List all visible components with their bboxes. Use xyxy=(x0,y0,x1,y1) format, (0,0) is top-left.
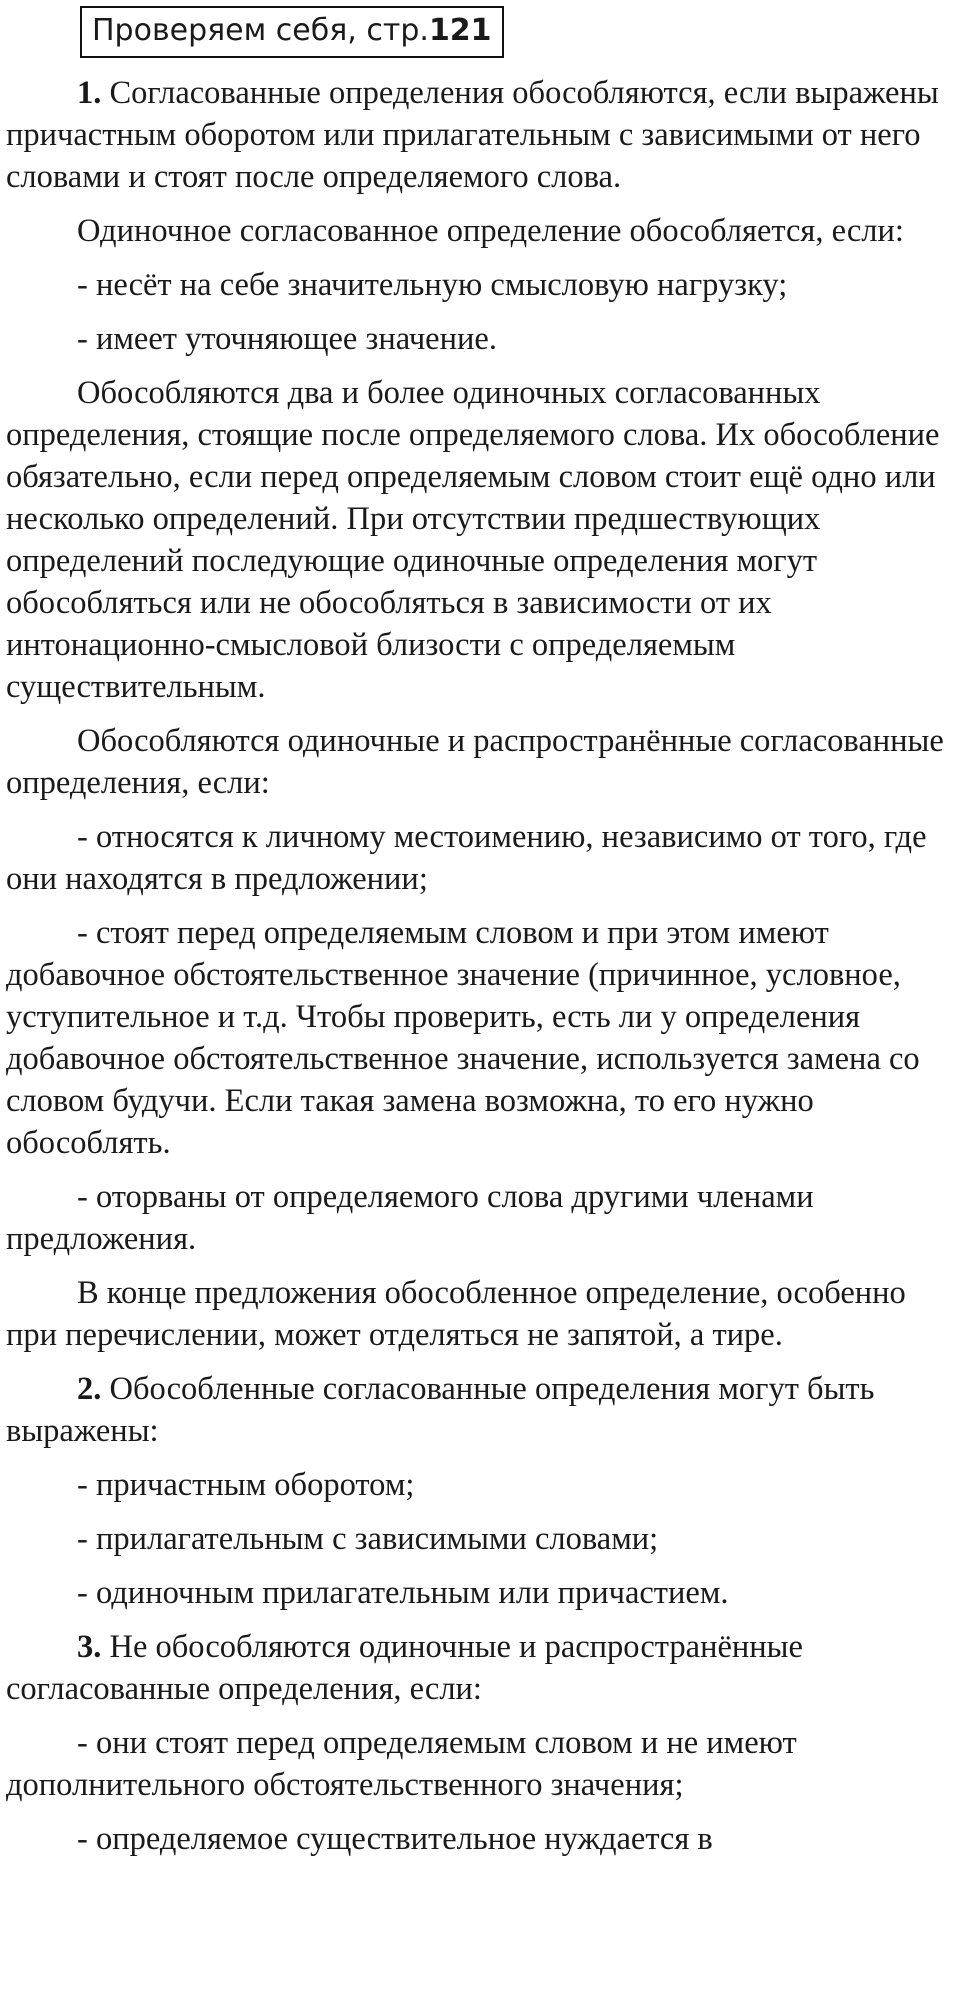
paragraph-text: В конце предложения обособленное определение, особенно при перечислении, может отделяться не запятой, а тире. xyxy=(6,1275,906,1353)
section-title-text: Проверяем себя, стр. xyxy=(92,13,429,48)
page-number: 121 xyxy=(428,13,492,48)
list-item xyxy=(6,1464,956,1506)
body-text xyxy=(6,72,956,1860)
paragraph-text: Одиночное согласованное определение обособляется, если: xyxy=(77,213,904,249)
paragraph-text: Обособляются одиночные и распространённые согласованные определения, если: xyxy=(6,723,944,801)
paragraph-text: - прилагательным с зависимыми словами; xyxy=(77,1521,659,1557)
paragraph-text: Не обособляются одиночные и распространённые согласованные определения, если: xyxy=(6,1629,803,1707)
item-number: 3. xyxy=(77,1629,102,1665)
paragraph-text: Обособляются два и более одиночных согласованных определения, стоящие после определяемого слова. Их обособление обязательно, если перед определяемым словом стоит ещё одно или несколько определений. При отсутствии предшествующих определений последующие одиночные определения могут обособляться или не обособляться в зависимости от их интонационно-смысловой близости с определяемым существительным. xyxy=(6,375,940,705)
list-item xyxy=(6,318,956,360)
item-number: 2. xyxy=(77,1371,102,1407)
paragraph-text: - имеет уточняющее значение. xyxy=(77,321,497,357)
paragraph xyxy=(6,1626,956,1710)
list-item xyxy=(6,1722,956,1806)
paragraph-text: - они стоят перед определяемым словом и не имеют дополнительного обстоятельственного значения; xyxy=(6,1725,797,1803)
paragraph-text: - оторваны от определяемого слова другими членами предложения. xyxy=(6,1179,814,1257)
paragraph xyxy=(6,720,956,804)
paragraph-text: - одиночным прилагательным или причастием. xyxy=(77,1575,729,1611)
list-item xyxy=(6,1818,956,1860)
list-item xyxy=(6,1572,956,1614)
paragraph xyxy=(6,1272,956,1356)
list-item xyxy=(6,816,956,900)
list-item xyxy=(6,264,956,306)
paragraph xyxy=(6,72,956,198)
list-item xyxy=(6,1176,956,1260)
paragraph xyxy=(6,210,956,252)
paragraph-text: Обособленные согласованные определения могут быть выражены: xyxy=(6,1371,875,1449)
list-item xyxy=(6,1518,956,1560)
paragraph xyxy=(6,372,956,708)
item-number: 1. xyxy=(77,75,102,111)
list-item xyxy=(6,912,956,1164)
paragraph-text: - стоят перед определяемым словом и при этом имеют добавочное обстоятельственное значение (причинное, условное, уступительное и т.д. Чтобы проверить, есть ли у определения добавочное обстоятельственное значение, используется замена со словом будучи. Если такая замена возможна, то его нужно обособлять. xyxy=(6,915,920,1161)
paragraph xyxy=(6,1368,956,1452)
document-page xyxy=(6,0,956,1872)
paragraph-text: - причастным оборотом; xyxy=(77,1467,415,1503)
section-title-box xyxy=(80,6,504,58)
paragraph-text: - определяемое существительное нуждается в xyxy=(77,1821,713,1857)
paragraph-text: - относятся к личному местоимению, независимо от того, где они находятся в предложении; xyxy=(6,819,927,897)
paragraph-text: - несёт на себе значительную смысловую нагрузку; xyxy=(77,267,788,303)
paragraph-text: Согласованные определения обособляются, если выражены причастным оборотом или прилагательным с зависимыми от него словами и стоят после определяемого слова. xyxy=(6,75,939,195)
